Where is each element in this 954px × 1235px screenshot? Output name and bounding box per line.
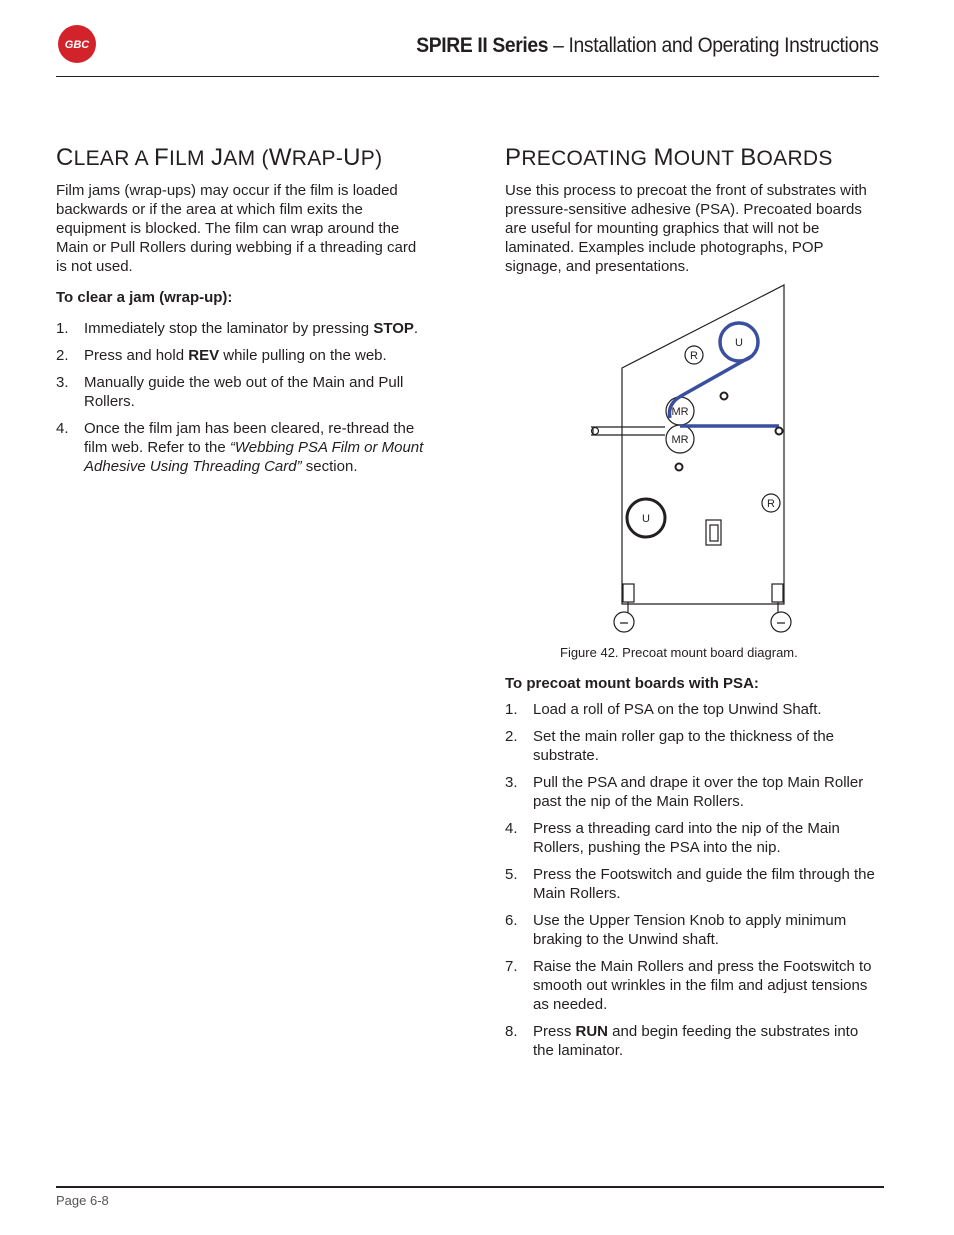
list-item: 6. Use the Upper Tension Knob to apply minimum braking to the Unwind shaft. — [505, 912, 847, 948]
precoat-intro: Use this process to precoat the front of substrates with pressure-sensitive adhesive (PSA). Precoated boards are useful for mounting graphics that will not be laminated. Examples include photographs, POP signage, and presentations. — [505, 182, 867, 275]
label-u-bottom: U — [642, 513, 650, 525]
precoat-subhead: To precoat mount boards with PSA: — [505, 675, 759, 692]
exit-roller — [776, 428, 783, 435]
left-leg — [623, 584, 634, 602]
list-item: 8. Press RUN and begin feeding the substrates into the laminator. — [505, 1023, 859, 1059]
precoat-title: PRECOATING MOUNT BOARDS — [505, 144, 833, 171]
laminator-frame — [622, 285, 784, 604]
figure-caption: Figure 42. Precoat mount board diagram. — [560, 645, 798, 660]
list-item: 4. Press a threading card into the nip of the Main Rollers, pushing the PSA into the nip. — [505, 820, 840, 856]
clear-jam-steps — [56, 319, 431, 476]
switch-toggle — [710, 525, 718, 541]
list-item: 7. Raise the Main Rollers and press the Footswitch to smooth out wrinkles in the film and adjust tensions as needed. — [505, 958, 872, 1013]
header-title — [417, 34, 879, 58]
header-rule — [56, 76, 879, 77]
list-item: 3. Manually guide the web out of the Main and Pull Rollers. — [56, 374, 404, 410]
idler-roller-top — [721, 393, 728, 400]
clear-jam-subhead: To clear a jam (wrap-up): — [56, 289, 233, 306]
right-leg — [772, 584, 783, 602]
precoat-section — [505, 144, 883, 276]
page-number: Page 6-8 — [56, 1193, 109, 1208]
precoat-steps — [505, 700, 883, 1060]
left-caster-icon — [614, 612, 634, 632]
label-mr-top: MR — [671, 406, 689, 418]
idler-roller-bottom — [676, 464, 683, 471]
clear-jam-title: CLEAR A FILM JAM (WRAP-UP) — [56, 144, 383, 171]
label-r-right: R — [767, 498, 775, 510]
feed-table — [591, 427, 665, 435]
list-item: 3. Pull the PSA and drape it over the top Main Roller past the nip of the Main Rollers. — [505, 774, 864, 810]
list-item: 5. Press the Footswitch and guide the film through the Main Rollers. — [505, 866, 875, 902]
logo-text: GBC — [64, 39, 90, 51]
right-caster-icon — [771, 612, 791, 632]
precoat-steps-section — [505, 674, 883, 1060]
label-u-top: U — [735, 337, 743, 349]
gbc-logo — [57, 24, 97, 64]
label-r-top: R — [690, 350, 698, 362]
label-mr-bottom: MR — [671, 434, 689, 446]
list-item: 1. Immediately stop the laminator by pressing STOP. — [56, 320, 419, 337]
list-item: 2. Set the main roller gap to the thickness of the substrate. — [505, 728, 835, 764]
clear-jam-section — [56, 144, 431, 476]
list-item: 4. Once the film jam has been cleared, re-thread the film web. Refer to the “Webbing PSA Film or Mount Adhesive Using Threading Card” section. — [56, 420, 424, 475]
list-item: 2. Press and hold REV while pulling on the web. — [56, 347, 387, 364]
header-title-rest: – Installation and Operating Instructions — [548, 34, 879, 57]
header-series: SPIRE II Series — [416, 34, 549, 57]
list-item: 1. Load a roll of PSA on the top Unwind Shaft. — [505, 701, 822, 718]
precoat-diagram — [585, 282, 795, 638]
clear-jam-intro: Film jams (wrap-ups) may occur if the film is loaded backwards or if the area at which film exits the equipment is blocked. The film can wrap around the Main or Pull Rollers during webbing if a threading card is not used. — [56, 182, 417, 275]
footer-rule — [56, 1186, 884, 1188]
